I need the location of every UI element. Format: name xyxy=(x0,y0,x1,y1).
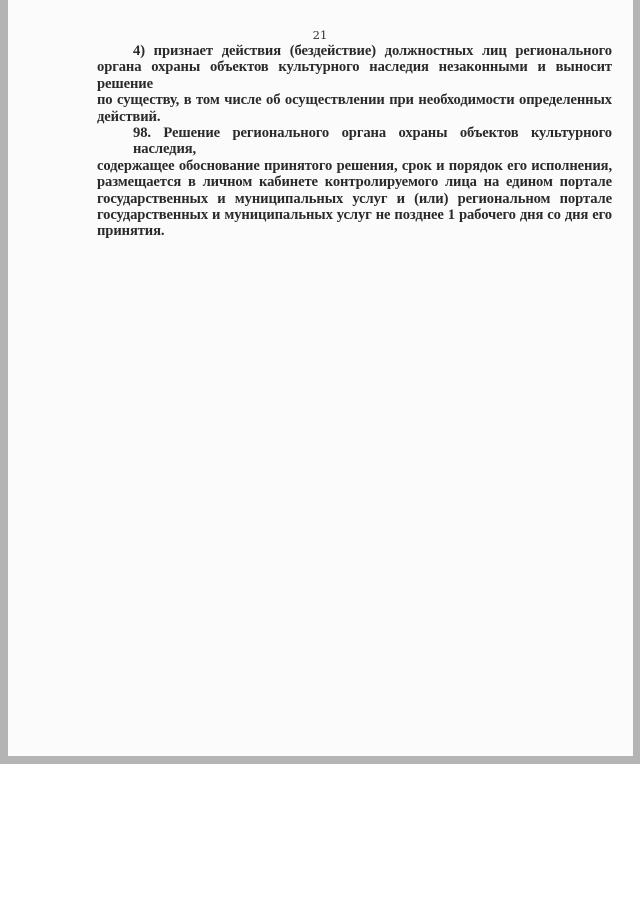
document-body xyxy=(97,43,612,240)
text-line: принятия. xyxy=(97,223,165,240)
text-line: содержащее обоснование принятого решения, срок и порядок его исполнения, xyxy=(97,157,612,174)
paragraph-98 xyxy=(97,125,612,240)
text-line: органа охраны объектов культурного наследия незаконными и выносит решение xyxy=(97,59,612,92)
text-line: действий. xyxy=(97,108,161,125)
text-line: 98. Решение регионального органа охраны объектов культурного наследия, xyxy=(133,125,612,158)
text-line: 4) признает действия (бездействие) должностных лиц регионального xyxy=(133,43,612,59)
paragraph-item-4 xyxy=(97,43,612,125)
page-number: 21 xyxy=(312,28,328,42)
text-line: размещается в личном кабинете контролируемого лица на едином портале xyxy=(97,174,612,191)
text-line: государственных и муниципальных услуг не позднее 1 рабочего дня со дня его xyxy=(97,207,612,224)
text-line: государственных и муниципальных услуг и (или) региональном портале xyxy=(97,190,612,207)
text-line: по существу, в том числе об осуществлении при необходимости определенных xyxy=(97,92,612,109)
